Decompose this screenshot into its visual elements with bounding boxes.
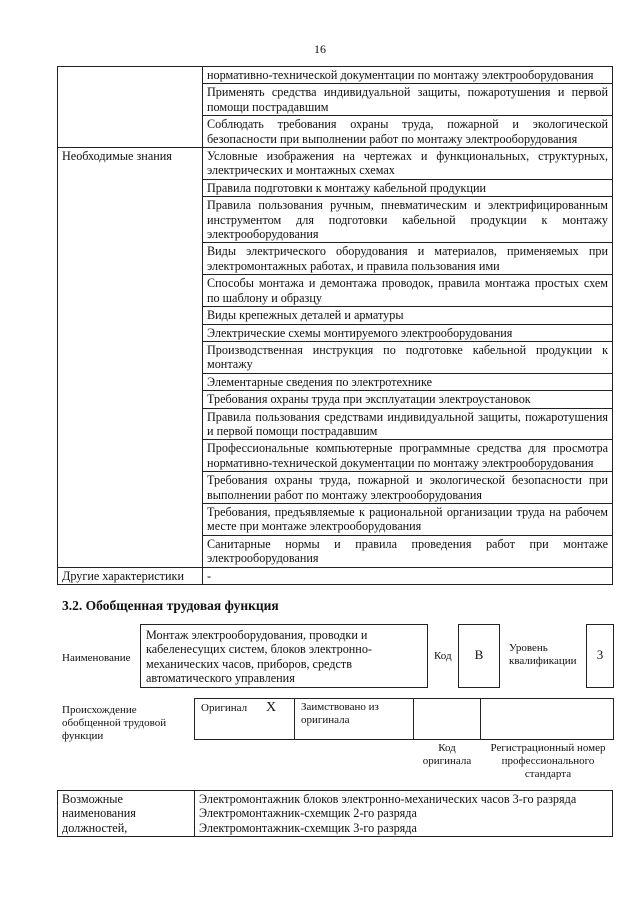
row-label bbox=[58, 503, 203, 535]
row-description: Виды крепежных деталей и арматуры bbox=[203, 307, 613, 324]
page-number: 16 bbox=[314, 42, 326, 56]
positions-list bbox=[195, 791, 613, 837]
table-row bbox=[58, 567, 613, 584]
name-value-box bbox=[140, 624, 428, 688]
table-row bbox=[58, 472, 613, 504]
row-label: Необходимые знания bbox=[58, 148, 203, 180]
table-row bbox=[58, 275, 613, 307]
name-value: Монтаж электрооборудования, проводки и кабеленесущих систем, блоков электронно-механических часов, приборов, средств автоматического управления bbox=[146, 628, 372, 686]
other-value: - bbox=[203, 567, 613, 584]
positions-label: Возможные наименования должностей, bbox=[58, 791, 195, 837]
row-description: Виды электрического оборудования и материалов, применяемых при электромонтажных работах, и правила пользования ими bbox=[203, 243, 613, 275]
original-label: Оригинал bbox=[201, 702, 248, 714]
table-row bbox=[58, 84, 613, 116]
table-row bbox=[58, 324, 613, 341]
section-title: 3.2. Обобщенная трудовая функция bbox=[62, 598, 279, 613]
row-label bbox=[58, 408, 203, 440]
original-mark: X bbox=[266, 700, 277, 715]
table-row bbox=[58, 440, 613, 472]
row-label bbox=[58, 535, 203, 567]
table-row bbox=[58, 373, 613, 390]
row-label bbox=[58, 84, 203, 116]
row-description: Производственная инструкция по подготовке кабельной продукции к монтажу bbox=[203, 341, 613, 373]
row-description: Правила пользования средствами индивидуальной защиты, пожаротушения и первой помощи пострадавшим bbox=[203, 408, 613, 440]
position-item: Электромонтажник-схемщик 2-го разряда bbox=[199, 806, 417, 821]
row-description: Правила подготовки к монтажу кабельной продукции bbox=[203, 179, 613, 196]
level-value: 3 bbox=[596, 647, 604, 662]
row-label bbox=[58, 275, 203, 307]
table-row bbox=[58, 148, 613, 180]
row-label bbox=[58, 116, 203, 148]
table-row bbox=[58, 408, 613, 440]
row-description: Требования охраны труда, пожарной и экологической безопасности при выполнении работ по монтажу электрооборудования bbox=[203, 472, 613, 504]
code-value: B bbox=[474, 647, 484, 662]
table-row bbox=[58, 535, 613, 567]
row-description: Условные изображения на чертежах и функциональных, структурных, электрических и монтажных схемах bbox=[203, 148, 613, 180]
table-row bbox=[58, 243, 613, 275]
position-item: Электромонтажник блоков электронно-механических часов 3-го разряда bbox=[199, 792, 577, 806]
borrowed-label: Заимствовано из оригинала bbox=[301, 701, 379, 726]
row-description: Соблюдать требования охраны труда, пожарной и экологической безопасности при выполнении работ по монтажу электрооборудования bbox=[203, 116, 613, 148]
row-description: нормативно-технической документации по монтажу электрооборудования bbox=[203, 67, 613, 84]
table-row bbox=[58, 341, 613, 373]
level-value-box bbox=[586, 624, 614, 688]
row-description: Требования, предъявляемые к рациональной организации труда на рабочем месте при монтаже электрооборудования bbox=[203, 503, 613, 535]
other-label: Другие характеристики bbox=[58, 567, 203, 584]
row-description: Элементарные сведения по электротехнике bbox=[203, 373, 613, 390]
row-description: Требования охраны труда при эксплуатации электроустановок bbox=[203, 391, 613, 408]
row-label bbox=[58, 67, 203, 84]
reg-number-caption: Регистрационный номер профессионального стандарта bbox=[490, 742, 606, 780]
table-row bbox=[58, 391, 613, 408]
row-description: Применять средства индивидуальной защиты, пожаротушения и первой помощи пострадавшим bbox=[203, 84, 613, 116]
row-label bbox=[58, 391, 203, 408]
code-value-box bbox=[458, 624, 500, 688]
row-description: Санитарные нормы и правила проведения работ при монтаже электрооборудования bbox=[203, 535, 613, 567]
row-label bbox=[58, 197, 203, 243]
positions-table bbox=[57, 790, 613, 837]
row-label bbox=[58, 179, 203, 196]
positions-row bbox=[58, 791, 613, 837]
row-label bbox=[58, 324, 203, 341]
table-row bbox=[58, 116, 613, 148]
table-row bbox=[58, 307, 613, 324]
code-label: Код bbox=[434, 650, 452, 662]
row-label bbox=[58, 341, 203, 373]
row-description: Профессиональные компьютерные программные средства для просмотра нормативно-технической документации по монтажу электрооборудования bbox=[203, 440, 613, 472]
name-label: Наименование bbox=[62, 652, 131, 664]
row-description: Электрические схемы монтируемого электрооборудования bbox=[203, 324, 613, 341]
row-description: Способы монтажа и демонтажа проводок, правила монтажа простых схем по шаблону и образцу bbox=[203, 275, 613, 307]
row-label bbox=[58, 472, 203, 504]
row-label bbox=[58, 243, 203, 275]
table-row bbox=[58, 179, 613, 196]
table-row bbox=[58, 197, 613, 243]
knowledge-table bbox=[57, 66, 613, 585]
row-label bbox=[58, 440, 203, 472]
row-label bbox=[58, 373, 203, 390]
row-description: Правила пользования ручным, пневматическим и электрифицированным инструментом для подготовки кабельной продукции к монтажу электрооборудования bbox=[203, 197, 613, 243]
position-item: Электромонтажник-схемщик 3-го разряда bbox=[199, 820, 417, 835]
row-label bbox=[58, 307, 203, 324]
table-row bbox=[58, 67, 613, 84]
code-original-caption: Код оригинала bbox=[422, 742, 472, 767]
table-row bbox=[58, 503, 613, 535]
level-label: Уровень квалификации bbox=[509, 642, 577, 667]
origin-label: Происхождение обобщенной трудовой функции bbox=[62, 704, 167, 742]
